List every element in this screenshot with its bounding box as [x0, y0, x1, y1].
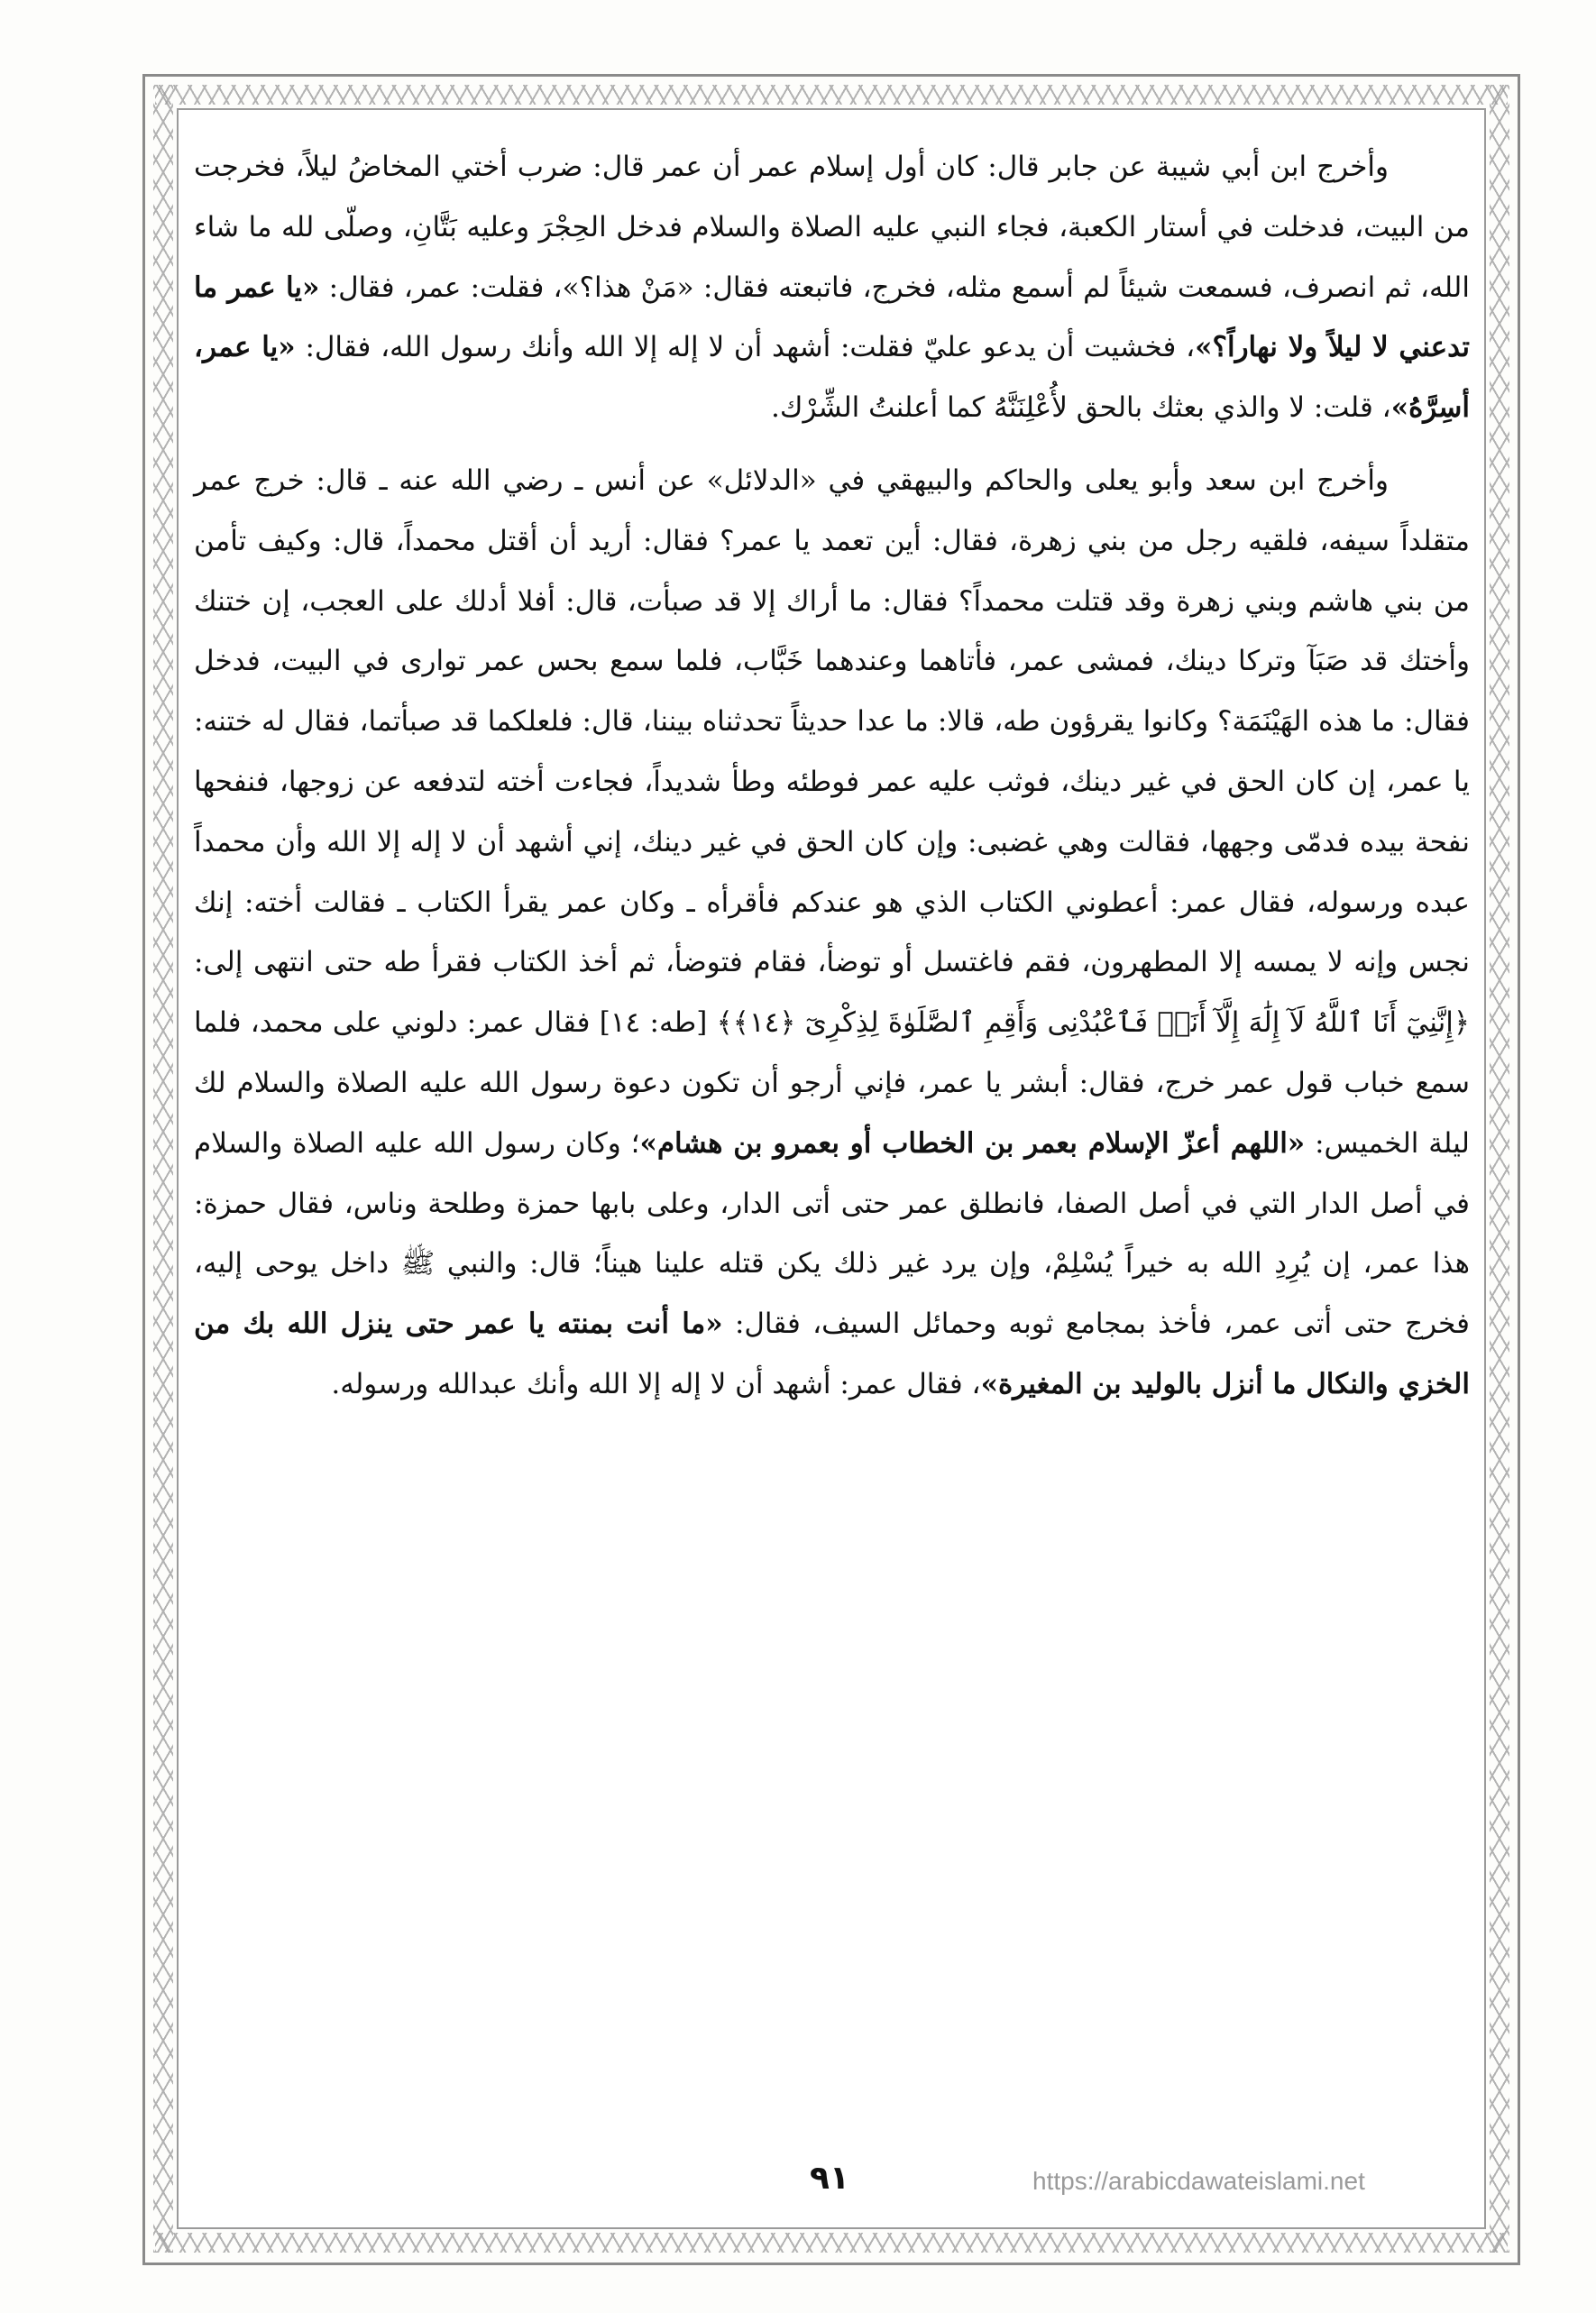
text-segment: ، فخشيت أن يدعو عليّ فقلت: أشهد أن لا إله إلا الله وأنك رسول الله، فقال:	[295, 331, 1196, 364]
border-ornament-right	[1490, 85, 1509, 2253]
paragraph-2	[194, 451, 1470, 1415]
border-ornament-bottom	[155, 2233, 1508, 2253]
hadith-quote: «يا عمر، أسِرَّهُ»	[194, 331, 1470, 425]
text-segment: ؛ وكان رسول الله عليه الصلاة والسلام في أصل الدار التي في أصل الصفا، فانطلق عمر حتى أتى الدار، وعلى بابها حمزة وطلحة وناس، فقال حمزة: هذا عمر، إن يُرِدِ الله به خيراً يُسْلِمْ، وإن يرد غير ذلك يكن قتله علينا هيناً؛ قال: والنبي ﷺ داخل يوحى إليه، فخرج حتى أتى عمر، فأخذ بمجامع ثوبه وحمائل السيف، فقال:	[194, 1126, 1471, 1341]
text-segment: ، قلت: لا والذي بعثك بالحق لأُعْلِنَنَّهُ كما أعلنتُ الشِّرْك.	[771, 391, 1391, 425]
body-text	[194, 137, 1470, 1427]
hadith-quote: «يا عمر ما تدعني لا ليلاً ولا نهاراً؟»	[194, 271, 1470, 364]
hadith-quote: «ما أنت بمنته يا عمر حتى ينزل الله بك من الخزي والنكال ما أنزل بالوليد بن المغيرة»	[194, 1308, 1470, 1400]
page-number: ٩١	[810, 2160, 849, 2197]
border-ornament-top	[155, 85, 1508, 105]
website-watermark: https://arabicdawateislami.net	[1032, 2167, 1365, 2195]
border-ornament-left	[153, 85, 173, 2253]
text-segment: ، فقال عمر: أشهد أن لا إله إلا الله وأنك عبدالله ورسوله.	[331, 1367, 981, 1400]
paragraph-1	[194, 137, 1470, 438]
hadith-quote: «اللهم أعزّ الإسلام بعمر بن الخطاب أو بعمرو بن هشام»	[639, 1126, 1306, 1160]
text-segment: وأخرج ابن سعد وأبو يعلى والحاكم والبيهقي في «الدلائل» عن أنس ـ رضي الله عنه ـ قال: خرج عمر متقلداً سيفه، فلقيه رجل من بني زهرة، فقال: أين تعمد يا عمر؟ فقال: أريد أن أقتل محمداً، قال: وكيف تأمن من بني هاشم وبني زهرة وقد قتلت محمداً؟ فقال: ما أراك إلا قد صبأت، قال: أفلا أدلك على العجب، إن ختنك وأختك قد صَبَآ وتركا دينك، فمشى عمر، فأتاهما وعندهما خَبَّاب، فلما سمع بحس عمر توارى في البيت، فدخل فقال: ما هذه الهَيْنَمَة؟ وكانوا يقرؤون طه، قالا: ما عدا حديثاً تحدثناه بيننا، قال: فلعلكما قد صبأتما، فقال له ختنه: يا عمر، إن كان الحق في غير دينك، فوثب عليه عمر فوطئه وطأ شديداً، فجاءت أخته لتدفعه عن زوجها، فنفحها نفحة بيده فدمّى وجهها، فقالت وهي غضبى: وإن كان الحق في غير دينك، إني أشهد أن لا إله إلا الله وأن محمداً عبده ورسوله، فقال عمر: أعطوني الكتاب الذي هو عندكم فأقرأه ـ وكان عمر يقرأ الكتاب ـ فقالت أخته: إنك نجس وإنه لا يمسه إلا المطهرون، فقم فاغتسل أو توضأ، فقام فتوضأ، ثم أخذ الكتاب فقرأ طه حتى انتهى إلى: ﴿إِنَّنِيٓ أَنَا ٱللَّهُ لَآ إِلَٰهَ إِلَّآ أَنَا۠ فَٱعْبُدْنِى وَأَقِمِ ٱلصَّلَوٰةَ لِذِكْرِىٓ ﴿١٤﴾﴾ [طه: ١٤] فقال عمر: دلوني على محمد، فلما سمع خباب قول عمر خرج، فقال: أبشر يا عمر، فإني أرجو أن تكون دعوة رسول الله عليه الصلاة والسلام لك ليلة الخميس:	[194, 464, 1470, 1160]
text-segment: وأخرج ابن أبي شيبة عن جابر قال: كان أول إسلام عمر أن عمر قال: ضرب أختي المخاضُ ليلاً، فخرجت من البيت، فدخلت في أستار الكعبة، فجاء النبي عليه الصلاة والسلام فدخل الحِجْرَ وعليه بَتَّانِ، وصلّى لله ما شاء الله، ثم انصرف، فسمعت شيئاً لم أسمع مثله، فخرج، فاتبعته فقال: «مَنْ هذا؟»، فقلت: عمر، فقال:	[194, 151, 1470, 304]
